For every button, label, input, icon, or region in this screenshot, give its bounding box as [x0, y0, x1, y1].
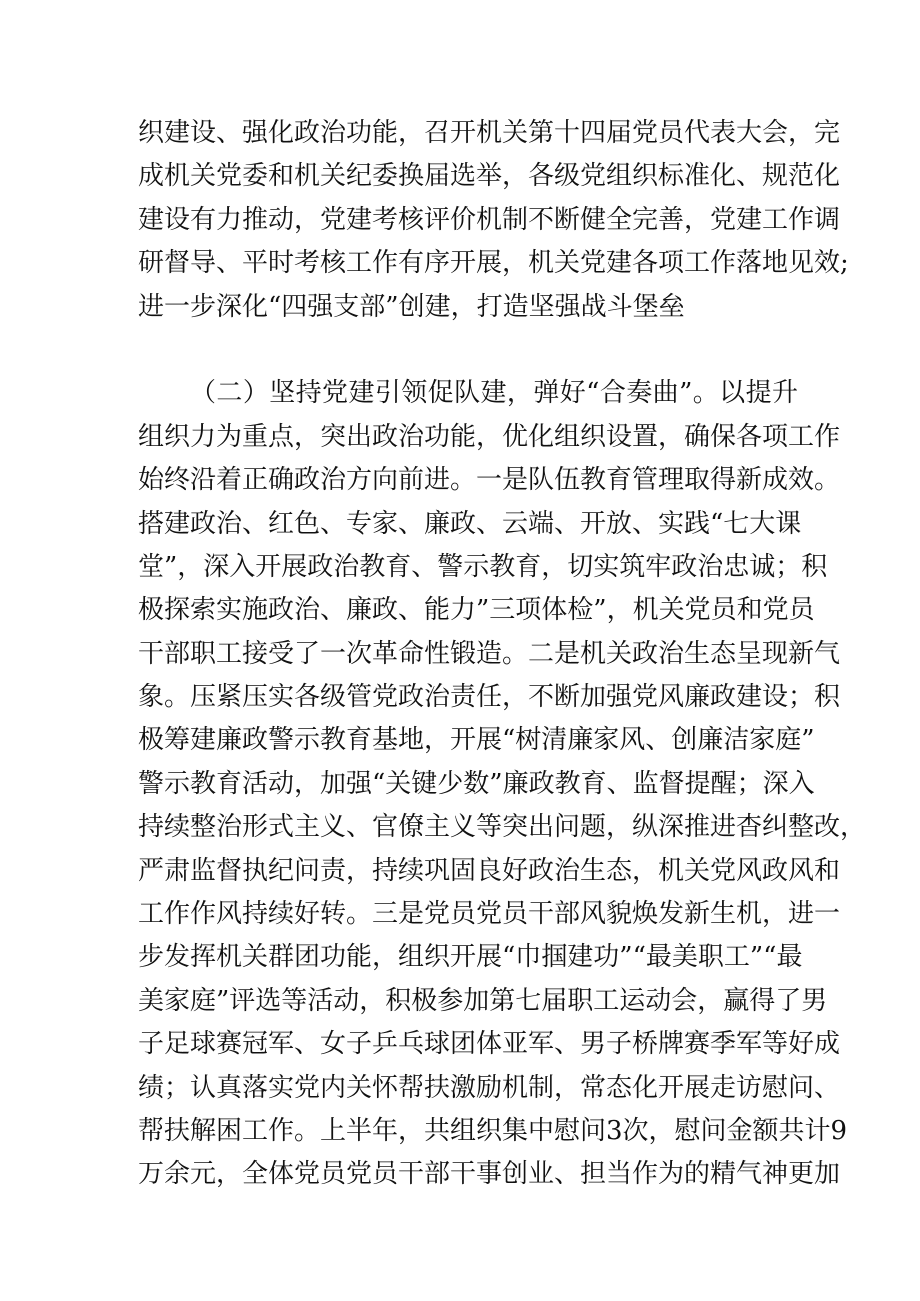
document-body [138, 112, 867, 1197]
text-line: 步发挥机关群团功能，组织开展“巾掴建功”“最美职工”“最 [138, 942, 803, 973]
text-line: 警示教育活动，加强“关键少数”廉政教育、监督提醒；深入 [138, 768, 815, 799]
text-line: 子足球赛冠军、女子乒乓球团体亚军、男子桥牌赛季军等好成 [138, 1029, 841, 1060]
text-line: 工作作风持续好转。三是党员党员干部风貌焕发新生机，进一 [138, 899, 841, 930]
text-line: 干部职工接受了一次革命性锻造。二是机关政治生态呈现新气 [138, 638, 841, 669]
section-heading-line: （二）坚持党建引领促队建，弹好“合奏曲”。以提升 [190, 378, 798, 409]
text-line: 织建设、强化政治功能，召开机关第十四届党员代表大会，完 [138, 118, 841, 148]
text-line: 组织力为重点，突出政治功能，优化组织设置，确保各项工作 [138, 421, 841, 452]
text-line: 搭建政治、红色、专家、廉政、云端、开放、实践“七大课 [138, 508, 802, 539]
text-line: 万余元，全体党员党员干部干事创业、担当作为的精气神更加 [138, 1159, 841, 1190]
text-line: 美家庭”评选等活动，积极参加第七届职工运动会，赢得了男 [138, 985, 828, 1016]
text-line: 建设有力推动，党建考核评价机制不断健全完善，党建工作调 [138, 204, 841, 235]
text-line: 严肃监督执纪问责，持续巩固良好政治生态，机关党风政风和 [138, 855, 841, 886]
paragraph-1 [138, 112, 849, 329]
text-line: 帮扶解困工作。上半年，共组织集中慰问3次，慰问金额共计9 [138, 1115, 848, 1146]
text-line: 极探索实施政治、廉政、能力”三项体检”，机关党员和党员 [138, 595, 815, 626]
paragraph-gap [138, 329, 798, 372]
text-line: 进一步深化“四强支部”创建，打造坚强战斗堡垒 [138, 291, 685, 322]
text-line: 持续整治形式主义、官僚主义等突出问题，纵深推进杳纠整改， [138, 812, 867, 843]
text-line: 成机关党委和机关纪委换届选举，各级党组织标准化、规范化 [138, 161, 841, 192]
paragraph-2 [138, 372, 867, 1196]
text-line: 始终沿着正确政治方向前进。一是队伍教育管理取得新成效。 [138, 465, 841, 496]
text-line: 研督导、平时考核工作有序开展，机关党建各项工作落地见效; [138, 248, 849, 279]
text-line: 象。压紧压实各级管党政治责任，不断加强党风廉政建设；积 [138, 682, 841, 713]
text-line: 极筹建廉政警示教育基地，开展“树清廉家风、创廉洁家庭” [138, 725, 815, 756]
text-line: 堂”，深入开展政治教育、警示教育，切实筑牢政治忠诚；积 [138, 551, 828, 582]
text-line: 绩；认真落实党内关怀帮扶激励机制，常态化开展走访慰问、 [138, 1072, 841, 1103]
